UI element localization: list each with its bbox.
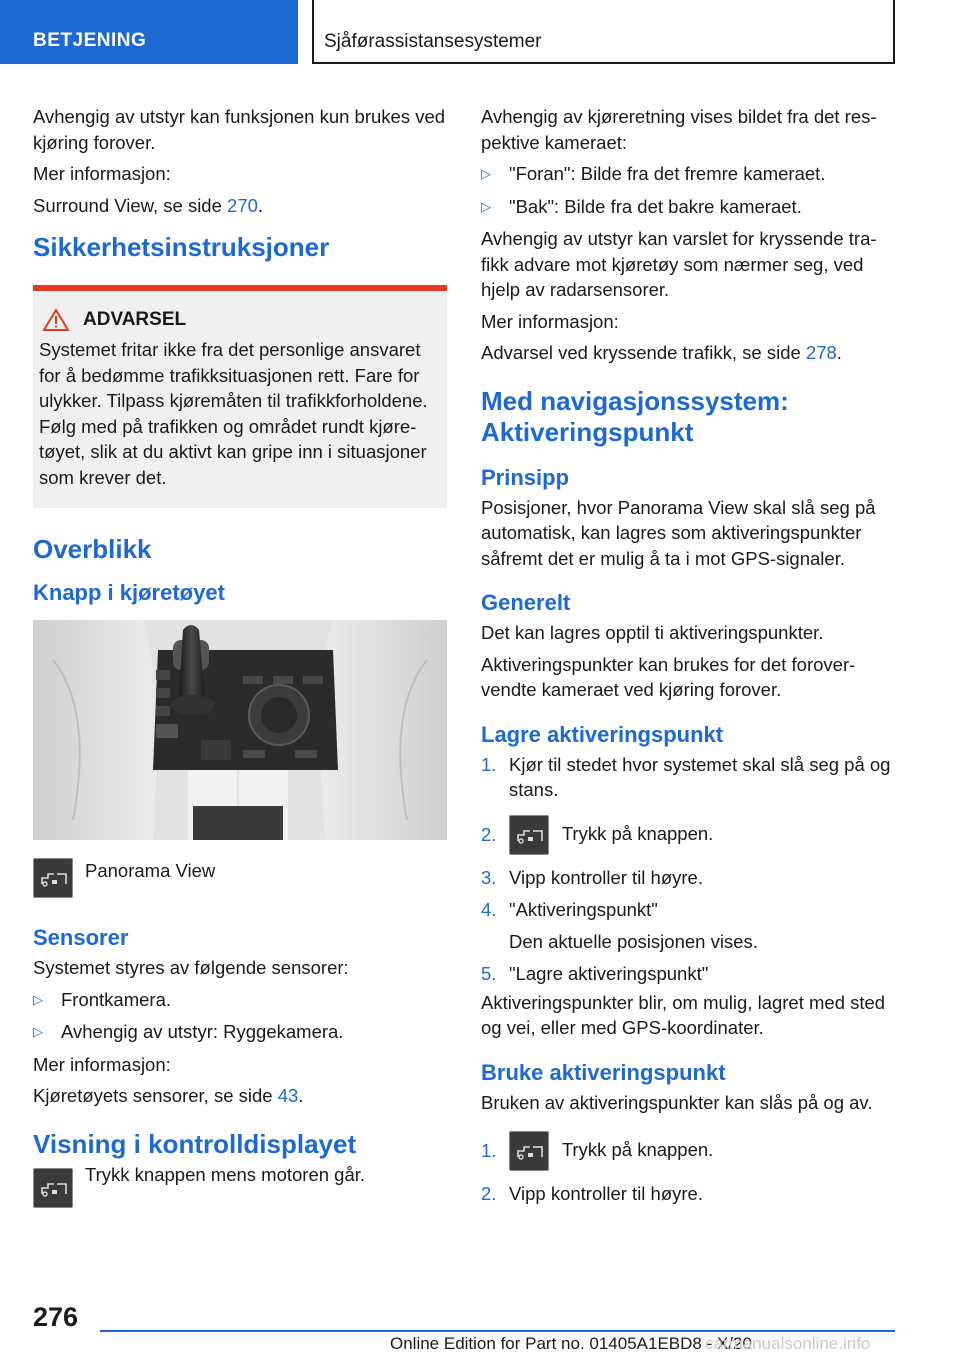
sensor-list [33, 987, 447, 1045]
list-item: 2. Trykk på knappen. [481, 815, 891, 855]
heading-save-activation-point: Lagre aktiveringspunkt [481, 721, 724, 747]
heading-principle: Prinsipp [481, 464, 570, 490]
list-item: ▷ "Bak": Bilde fra det bakre kameraet. [481, 194, 891, 220]
panorama-view-label: Panorama View [85, 860, 216, 881]
list-item: 5. "Lagre aktiveringspunkt" [481, 963, 709, 984]
warning-header [39, 309, 441, 331]
warning-triangle-icon [43, 309, 69, 331]
icon-row-display [33, 1162, 447, 1208]
warning-text: Systemet fritar ikke fra det personlige ansvaret for å bedømme trafikksituasjonen rett. Fare for ulykker. Tilpass kjøremåten til trafikkforholdene. Følg med på trafikken og området rundt kjøre‐tøyet, slik at du aktivt kan gripe inn i situasjoner som krever det. [39, 339, 428, 488]
header-underline [312, 62, 894, 64]
camera-list [481, 161, 891, 219]
list-item: 2. Vipp kontroller til høyre. [481, 1183, 703, 1204]
page-number: 276 [33, 1302, 79, 1332]
list-item: ▷ Frontkamera. [33, 987, 447, 1013]
paragraph: Systemet styres av følgende sensorer: [33, 957, 349, 978]
chapter-title: Sjåførassistansesystemer [324, 31, 542, 52]
left-column [33, 104, 447, 1216]
paragraph: Mer informasjon: [33, 1053, 171, 1075]
cross-reference: Advarsel ved kryssende trafikk, se side 278. [481, 342, 842, 363]
header-border-right [893, 0, 895, 64]
camera-car-icon [515, 1141, 545, 1163]
panorama-view-button-icon [33, 858, 73, 898]
heading-control-display: Visning i kontrolldisplayet [33, 1128, 357, 1159]
warning-label: ADVARSEL [83, 309, 187, 330]
edition-text: Online Edition for Part no. 01405A1EBD8 - X/20 [390, 1334, 752, 1353]
bullet-triangle-icon: ▷ [481, 166, 491, 181]
paragraph: Mer informasjon: [481, 310, 619, 332]
panorama-view-button-icon [33, 1168, 73, 1208]
header-divider [312, 0, 314, 64]
heading-overview: Overblikk [33, 534, 152, 564]
right-column [481, 104, 891, 1214]
heading-safety: Sikkerhetsinstruksjoner [33, 232, 330, 262]
bullet-triangle-icon: ▷ [33, 1024, 43, 1039]
list-item: 1. Trykk på knappen. [481, 1131, 891, 1171]
heading-button-in-vehicle: Knapp i kjøretøyet [33, 580, 225, 605]
heading-nav-activation-point: Med navigasjonssystem: Aktiveringspunkt [481, 385, 789, 447]
paragraph: Posisjoner, hvor Panorama View skal slå seg på automatisk, kan lagres som aktiveringspunkter såfremt det er mulig å ta i mot GPS-signaler. [481, 496, 876, 569]
list-item: 1. Kjør til stedet hvor systemet skal slå seg på og stans. [481, 753, 891, 800]
panorama-view-button-icon [509, 1131, 549, 1171]
icon-row-panorama [33, 858, 447, 898]
paragraph: Bruken av aktiveringspunkter kan slås på og av. [481, 1091, 873, 1113]
cross-reference: Surround View, se side 270. [33, 194, 264, 216]
paragraph: Avhengig av utstyr kan varslet for kryssende tra‐fikk advare mot kjøretøy som nærmer seg, ved hjelp av radarsensorer. [481, 228, 877, 300]
heading-general: Generelt [481, 590, 571, 615]
paragraph: Mer informasjon: [33, 163, 171, 184]
page-link-278[interactable]: 278 [805, 342, 837, 363]
save-steps [481, 752, 891, 987]
camera-car-icon [39, 868, 69, 890]
watermark: carmanualsonline.info [705, 1334, 871, 1353]
list-item: ▷ Avhengig av utstyr: Ryggekamera. [33, 1019, 447, 1045]
list-item: 4. "Aktiveringspunkt" Den aktuelle posisjonen vises. [481, 899, 758, 952]
bullet-triangle-icon: ▷ [481, 198, 491, 214]
display-instruction: Trykk knappen mens motoren går. [85, 1163, 366, 1185]
use-steps [481, 1131, 891, 1207]
list-item: ▷ "Foran": Bilde fra det fremre kameraet. [481, 161, 891, 187]
section-tab: BETJENING [0, 0, 298, 64]
bullet-triangle-icon: ▷ [33, 991, 43, 1007]
list-item: 3. Vipp kontroller til høyre. [481, 866, 703, 888]
page-link-43[interactable]: 43 [277, 1085, 299, 1106]
heading-use-activation-point: Bruke aktiveringspunkt [481, 1059, 726, 1085]
camera-car-icon [515, 825, 545, 847]
center-console-illustration [33, 620, 447, 840]
warning-box [33, 285, 447, 508]
paragraph: Aktiveringspunkter blir, om mulig, lagret med sted og vei, eller med GPS-koordinater. [481, 991, 886, 1038]
cross-reference: Kjøretøyets sensorer, se side 43. [33, 1085, 304, 1106]
center-console-photo [33, 620, 447, 840]
paragraph: Avhengig av utstyr kan funksjonen kun brukes ved kjøring forover. [33, 106, 446, 153]
panorama-view-button-icon [509, 815, 549, 855]
page-link-270[interactable]: 270 [227, 194, 258, 216]
paragraph: Det kan lagres opptil ti aktiveringspunkter. [481, 622, 824, 643]
paragraph: Avhengig av kjøreretning vises bildet fra det res‐pektive kameraet: [481, 106, 877, 153]
heading-sensors: Sensorer [33, 925, 129, 950]
camera-car-icon [39, 1178, 69, 1200]
paragraph: Aktiveringspunkter kan brukes for det forover‐vendte kameraet ved kjøring forover. [481, 653, 856, 700]
footer-rule [100, 1330, 895, 1332]
